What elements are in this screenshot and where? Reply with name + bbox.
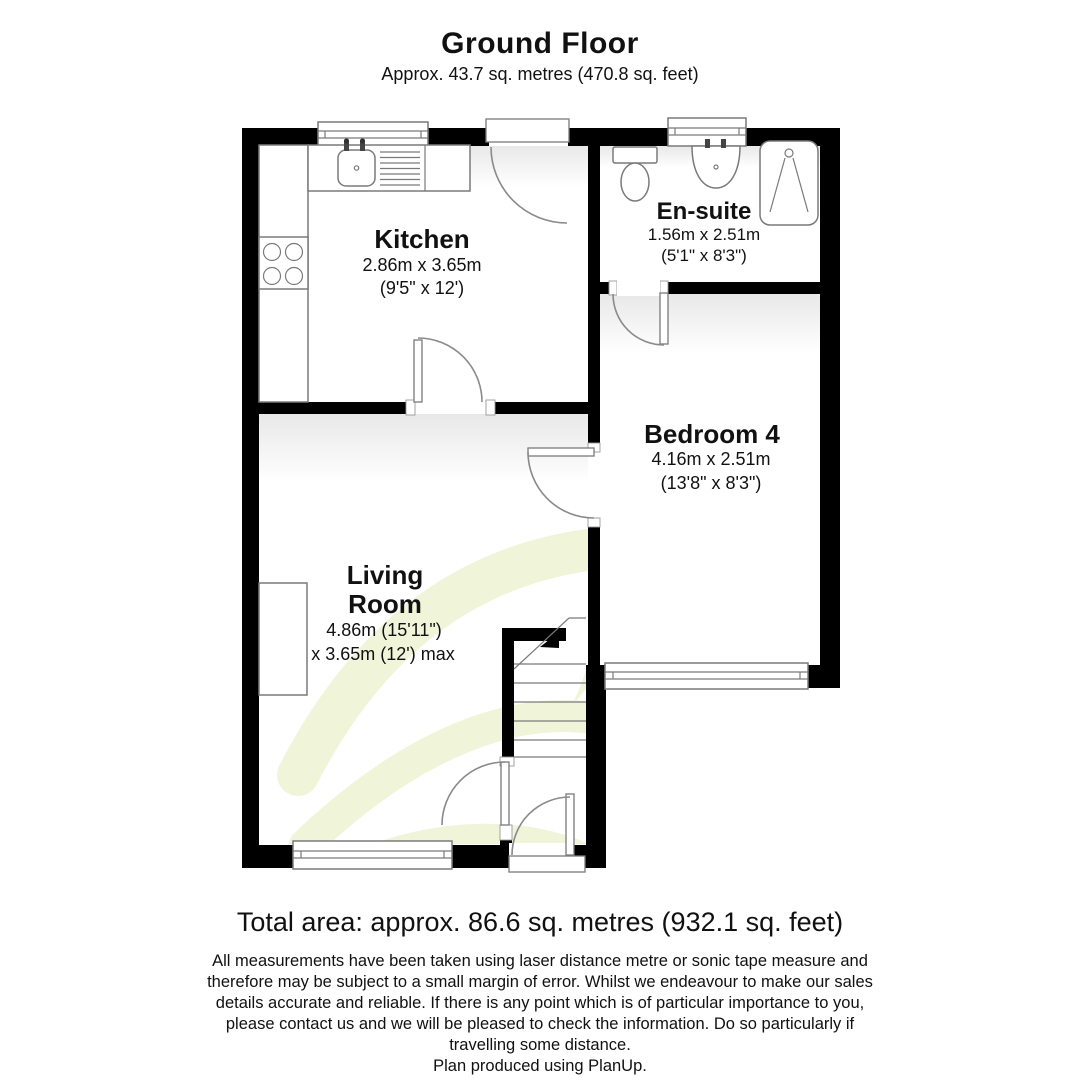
wall-left xyxy=(242,128,259,868)
bedroom4-dims-imperial: (13'8" x 8'3") xyxy=(660,473,762,493)
living-window xyxy=(293,841,452,869)
wall-kitchen-left xyxy=(259,402,407,414)
living-label-line2: Room xyxy=(348,589,422,619)
wall-inner-vertical-mid xyxy=(588,518,600,665)
hob-icon xyxy=(259,237,308,289)
ensuite-dims-imperial: (5'1" x 8'3") xyxy=(661,246,747,265)
living-label-line1: Living xyxy=(346,560,424,590)
disclaimer-line-1: All measurements have been taken using laser distance metre or sonic tape measure and xyxy=(212,952,868,970)
kitchen-window xyxy=(318,122,428,148)
bedroom4-window xyxy=(605,663,808,689)
disclaimer-line-5: travelling some distance. xyxy=(449,1036,631,1054)
disclaimer-line-4: please contact us and we will be pleased to check the information. Do so particularly if xyxy=(225,1015,855,1033)
wall-kitchen-right xyxy=(495,402,588,414)
wall-inner-vertical-upper xyxy=(588,146,600,452)
bedroom4-label: Bedroom 4 xyxy=(644,419,780,449)
page-title: Ground Floor xyxy=(441,27,639,60)
ensuite-label: En-suite xyxy=(656,198,752,225)
page-subtitle: Approx. 43.7 sq. metres (470.8 sq. feet) xyxy=(381,64,699,84)
living-dims-line2: x 3.65m (12') max xyxy=(311,644,455,664)
bedroom4-dims-metric: 4.16m x 2.51m xyxy=(651,449,771,469)
planup-credit: Plan produced using PlanUp. xyxy=(433,1057,647,1075)
kitchen-dims-imperial: (9'5" x 12') xyxy=(379,278,465,298)
wall-right-lower xyxy=(586,665,606,868)
disclaimer-line-2: therefore may be subject to a small margin of error. Whilst we endeavour to make our sales xyxy=(207,973,873,991)
disclaimer-line-3: details accurate and reliable. If there is any point which is of particular importance to you, xyxy=(215,994,865,1012)
drainer-icon xyxy=(380,152,420,185)
ensuite-dims-metric: 1.56m x 2.51m xyxy=(647,225,761,244)
wall-stairs-left xyxy=(502,641,514,758)
wall-right-outer xyxy=(820,128,840,688)
kitchen-dims-metric: 2.86m x 3.65m xyxy=(362,255,482,275)
living-dims-line1: 4.86m (15'11") xyxy=(326,620,442,640)
kitchen-label: Kitchen xyxy=(374,224,470,254)
shower-icon xyxy=(760,141,818,225)
wall-ensuite-main xyxy=(668,282,820,294)
chimney-alcove xyxy=(259,583,307,695)
total-area: Total area: approx. 86.6 sq. metres (932.1 sq. feet) xyxy=(236,907,844,937)
